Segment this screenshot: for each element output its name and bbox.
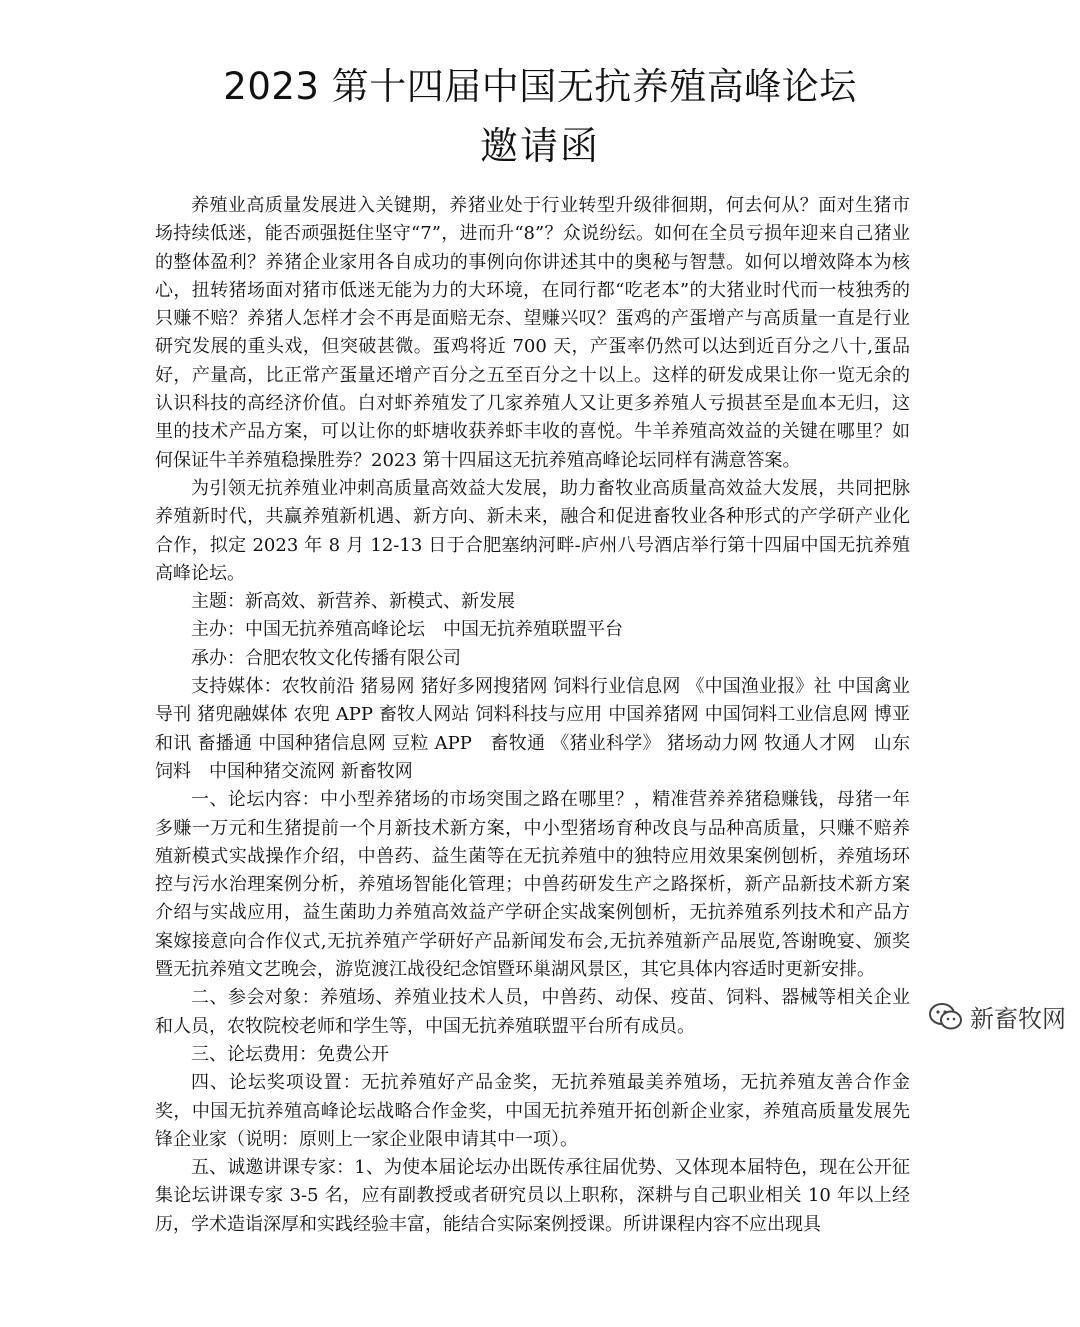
media-paragraph: 支持媒体：农牧前沿 猪易网 猪好多网搜猪网 饲料行业信息网 《中国渔业报》社 中国禽业导刊 猪兜融媒体 农兜 APP 畜牧人网站 饲料科技与应用 中国养猪网 中国饲料工业信息网 博亚和讯 畜播通 中国种猪信息网 豆粒 APP 畜牧通 《猪业科学》 猪场动力网 牧通人才网 山东饲料 中国种猪交流网 新畜牧网 xyxy=(155,676,910,782)
watermark xyxy=(928,999,1066,1034)
wechat-logo-icon xyxy=(928,1002,964,1032)
section-fees: 三、论坛费用：免费公开 xyxy=(191,1043,389,1065)
theme-line: 主题：新高效、新营养、新模式、新发展 xyxy=(191,591,515,613)
section-content: 一、论坛内容：中小型养猪场的市场突围之路在哪里？，精准营养养猪稳赚钱，母猪一年多赚一万元和生猪提前一个月新技术新方案，中小型猪场育种改良与品种高质量，只赚不赔养殖新模式实战操作介绍，中兽药、益生菌等在无抗养殖中的独特应用效果案例刨析，养殖场环控与污水治理案例分析，养殖场智能化管理；中兽药研发生产之路探析，新产品新技术新方案介绍与实战应用，益生菌助力养殖高效益产学研企实战案例刨析，无抗养殖系列技术和产品方案嫁接意向合作仪式,无抗养殖产学研好产品新闻发布会,无抗养殖新产品展览,答谢晚宴、颁奖暨无抗养殖文艺晚会，游览渡江战役纪念馆暨环巢湖风景区，其它具体内容适时更新安排。 xyxy=(155,789,910,981)
section-awards: 四、论坛奖项设置：无抗养殖好产品金奖，无抗养殖最美养殖场，无抗养殖友善合作金奖，中国无抗养殖高峰论坛战略合作金奖，中国无抗养殖开拓创新企业家，养殖高质量发展先锋企业家（说明：原则上一家企业限申请其中一项）。 xyxy=(155,1072,910,1150)
section-participants: 二、参会对象：养殖场、养殖业技术人员，中兽药、动保、疫苗、饲料、器械等相关企业和人员，农牧院校老师和学生等，中国无抗养殖联盟平台所有成员。 xyxy=(155,987,910,1037)
section-speakers: 五、诚邀讲课专家：1、为使本届论坛办出既传承往届优势、又体现本届特色，现在公开征集论坛讲课专家 3-5 名，应有副教授或者研究员以上职称，深耕与自己职业相关 10 年以上经历，学术造诣深厚和实践经验丰富，能结合实际案例授课。所讲课程内容不应出现具 xyxy=(155,1157,910,1235)
page-title: 2023 第十四届中国无抗养殖高峰论坛 xyxy=(223,65,857,108)
host-line: 主办：中国无抗养殖高峰论坛 中国无抗养殖联盟平台 xyxy=(191,619,623,641)
intro-paragraph: 养殖业高质量发展进入关键期，养猪业处于行业转型升级徘徊期，何去何从？面对生猪市场持续低迷，能否顽强挺住坚守“7”，进而升“8”？众说纷纭。如何在全员亏损年迎来自己猪业的整体盈利？养猪企业家用各自成功的事例向你讲述其中的奥秘与智慧。如何以增效降本为核心，扭转猪场面对猪市低迷无能为力的大环境，在同行都“吃老本”的大猪业时代而一枝独秀的只赚不赔？养猪人怎样才会不再是面赔无奈、望赚兴叹？蛋鸡的产蛋增产与高质量一直是行业研究发展的重头戏，但突破甚微。蛋鸡将近 700 天，产蛋率仍然可以达到近百分之八十,蛋品好，产量高，比正常产蛋量还增产百分之五至百分之十以上。这样的研发成果让你一览无余的认识科技的高经济价值。白对虾养殖发了几家养殖人又让更多养殖人亏损甚至是血本无归，这里的技术产品方案，可以让你的虾塘收获养虾丰收的喜悦。牛羊养殖高效益的关键在哪里？如何保证牛羊养殖稳操胜券？2023 第十四届这无抗养殖高峰论坛同样有满意答案。 xyxy=(155,195,910,471)
page-subtitle: 邀请函 xyxy=(479,124,600,168)
watermark-text: 新畜牧网 xyxy=(970,1005,1066,1033)
purpose-paragraph: 为引领无抗养殖业冲刺高质量高效益大发展，助力畜牧业高质量高效益大发展，共同把脉养殖新时代，共赢养殖新机遇、新方向、新未来，融合和促进畜牧业各种形式的产学研产业化合作，拟定 2023 年 8 月 12-13 日于合肥塞纳河畔-庐州八号酒店举行第十四届中国无抗养殖高峰论坛。 xyxy=(155,477,910,584)
organizer-line: 承办：合肥农牧文化传播有限公司 xyxy=(191,647,461,669)
document-body xyxy=(155,192,910,1239)
